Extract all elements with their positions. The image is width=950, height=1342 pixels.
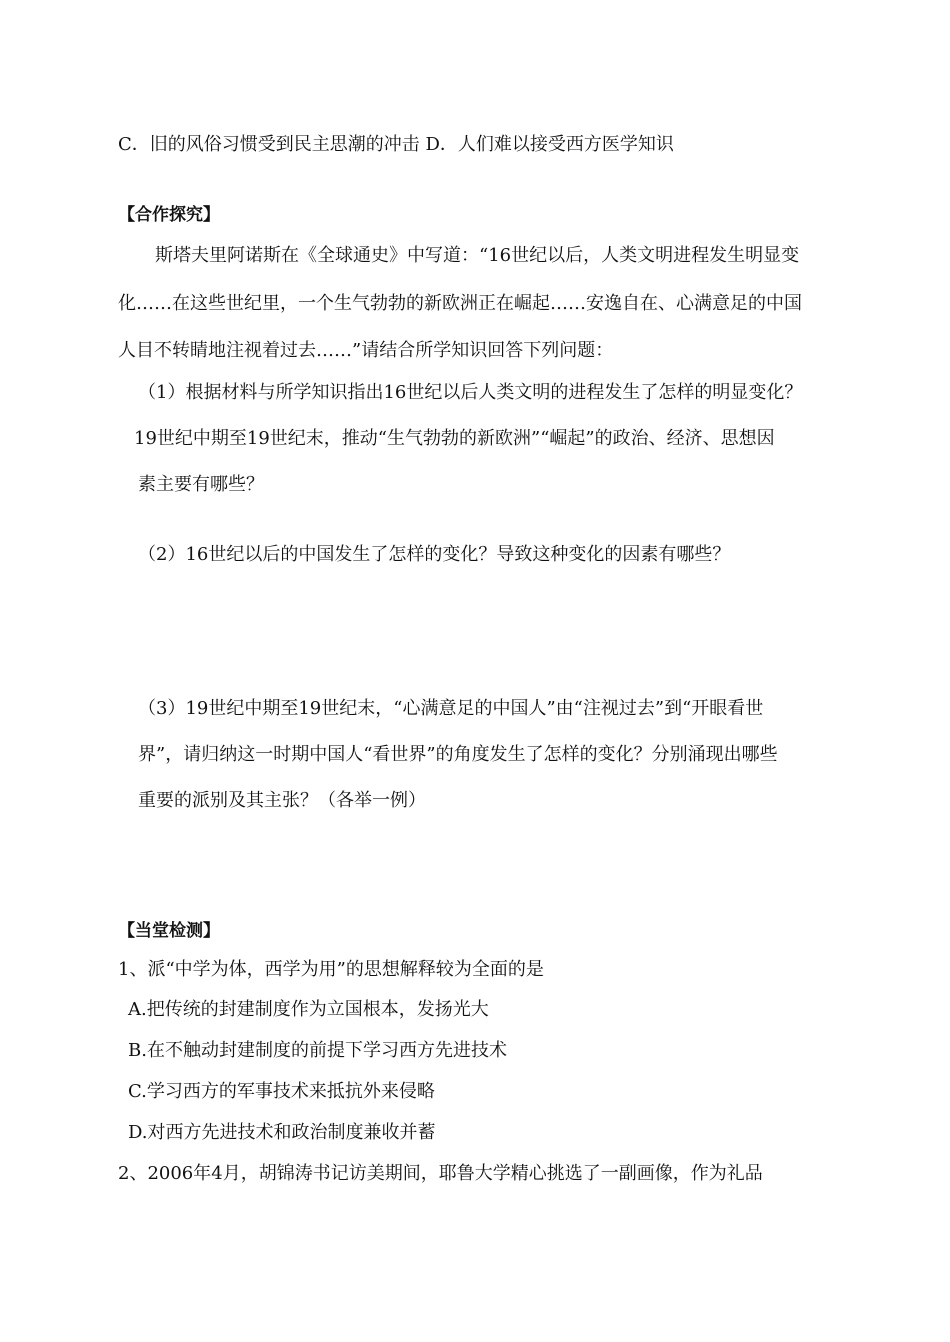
section-heading-classroom-test: 【当堂检测】 xyxy=(118,921,220,941)
test-question-1-option-b: B.在不触动封建制度的前提下学习西方先进技术 xyxy=(128,1040,507,1061)
question-3-line-2: 界”，请归纳这一时期中国人“看世界”的角度发生了怎样的变化？分别涌现出哪些 xyxy=(138,744,778,765)
test-question-1-stem: 1、派“中学为体，西学为用”的思想解释较为全面的是 xyxy=(118,959,544,980)
question-1-line-3: 素主要有哪些？ xyxy=(138,474,264,495)
test-question-2-stem: 2、2006年4月，胡锦涛书记访美期间，耶鲁大学精心挑选了一副画像，作为礼品 xyxy=(118,1163,763,1184)
test-question-1-option-a: A.把传统的封建制度作为立国根本，发扬光大 xyxy=(128,999,489,1020)
test-question-1-option-d: D.对西方先进技术和政治制度兼收并蓄 xyxy=(128,1122,436,1143)
test-question-1-option-c: C.学习西方的军事技术来抵抗外来侵略 xyxy=(128,1081,435,1102)
section-heading-cooperative: 【合作探究】 xyxy=(118,205,220,225)
question-3-line-3: 重要的派别及其主张？（各举一例） xyxy=(138,790,426,811)
material-line-1: 斯塔夫里阿诺斯在《全球通史》中写道：“16世纪以后，人类文明进程发生明显变 xyxy=(155,245,800,266)
question-3-line-1: （3）19世纪中期至19世纪末，“心满意足的中国人”由“注视过去”到“开眼看世 xyxy=(138,698,764,719)
question-1-line-2: 19世纪中期至19世纪末，推动“生气勃勃的新欧洲”“崛起”的政治、经济、思想因 xyxy=(134,428,775,449)
material-line-2: 化……在这些世纪里，一个生气勃勃的新欧洲正在崛起……安逸自在、心满意足的中国 xyxy=(118,293,802,314)
prev-question-options-cd: C．旧的风俗习惯受到民主思潮的冲击 D．人们难以接受西方医学知识 xyxy=(118,134,674,155)
question-1-line-1: （1）根据材料与所学知识指出16世纪以后人类文明的进程发生了怎样的明显变化？ xyxy=(138,382,803,403)
question-2-line-1: （2）16世纪以后的中国发生了怎样的变化？导致这种变化的因素有哪些？ xyxy=(138,544,731,565)
material-line-3: 人目不转睛地注视着过去……”请结合所学知识回答下列问题： xyxy=(118,340,614,361)
